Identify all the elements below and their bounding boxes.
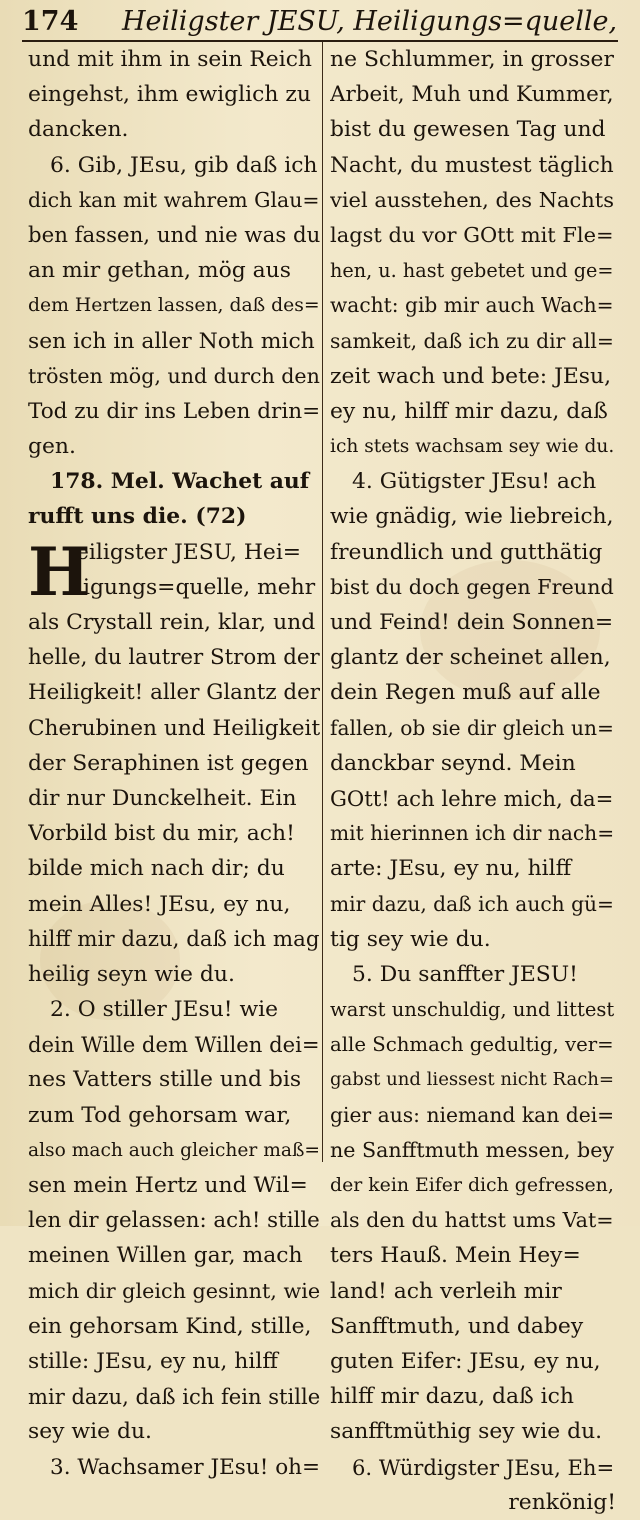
text-line: gen. <box>28 434 76 460</box>
text-line: sey wie du. <box>28 1419 152 1445</box>
text-line: und Feind! dein Sonnen= <box>330 610 614 635</box>
text-line: bist du doch gegen Freund <box>330 574 614 599</box>
drop-cap: H <box>28 532 91 611</box>
text-line: helle, du lautrer Strom der <box>28 645 320 671</box>
right-column <box>330 42 616 1520</box>
text-line: heilig seyn wie du. <box>28 961 235 987</box>
left-column-top-lines <box>28 42 322 535</box>
text-line: Heiligkeit! aller Glantz der <box>28 680 321 706</box>
text-line: meinen Willen gar, mach <box>28 1243 303 1269</box>
text-line: sen ich in aller Noth mich <box>28 328 315 354</box>
text-line: guten Eifer: JEsu, ey nu, <box>330 1348 601 1374</box>
text-line: an mir gethan, mög aus <box>28 258 291 284</box>
text-line: als Crystall rein, klar, und <box>28 610 316 635</box>
text-line: warst unschuldig, und littest <box>330 998 615 1022</box>
text-line: hilff mir dazu, daß ich <box>330 1384 574 1410</box>
text-line: danckbar seynd. Mein <box>330 750 576 776</box>
text-line: mit hierinnen ich dir nach= <box>330 821 615 846</box>
text-line: lagst du vor GOtt mit Fle= <box>330 222 614 247</box>
left-column <box>28 42 322 1485</box>
text-line: der Seraphinen ist gegen <box>28 750 309 776</box>
text-line: trösten mög, und durch den <box>28 363 320 388</box>
text-line: zum Tod gehorsam war, <box>28 1102 292 1128</box>
text-line: rufft uns die. (72) <box>28 503 247 530</box>
text-line: 2. O stiller JEsu! wie <box>50 997 279 1023</box>
text-line: wie gnädig, wie liebreich, <box>330 504 614 530</box>
text-line: wacht: gib mir auch Wach= <box>330 293 614 318</box>
text-line: renkönig! <box>508 1489 616 1515</box>
text-line: sanfftmüthig sey wie du. <box>330 1419 603 1445</box>
right-column-lines <box>330 42 616 1520</box>
text-line: Nacht, du mustest täglich <box>330 152 614 178</box>
text-line: der kein Eifer dich gefressen, <box>330 1174 614 1196</box>
text-line: Vorbild bist du mir, ach! <box>28 821 295 847</box>
text-line: mir dazu, daß ich fein stille <box>28 1384 321 1410</box>
text-line: Sanfftmuth, und dabey <box>330 1313 584 1339</box>
text-line: Cherubinen und Heiligkeit <box>28 715 321 741</box>
text-line: dein Regen muß auf alle <box>330 680 601 706</box>
text-line: ey nu, hilff mir dazu, daß <box>330 398 608 424</box>
text-line: 3. Wachsamer JEsu! oh= <box>50 1454 321 1480</box>
text-line: ben fassen, und nie was du <box>28 222 321 248</box>
text-line: stille: JEsu, ey nu, hilff <box>28 1348 278 1374</box>
text-line: ligungs=quelle, mehr <box>76 574 316 600</box>
text-line: 6. Gib, JEsu, gib daß ich <box>50 152 318 178</box>
text-line: fallen, ob sie dir gleich un= <box>330 715 614 740</box>
text-line: eingehst, ihm ewiglich zu <box>28 82 311 108</box>
text-line: nes Vatters stille und bis <box>28 1067 302 1093</box>
text-line: und mit ihm in sein Reich <box>28 47 312 72</box>
text-line: als den du hattst ums Vat= <box>330 1208 614 1233</box>
text-line: land! ach verleih mir <box>330 1278 562 1304</box>
text-line: 178. Mel. Wachet auf <box>50 468 310 495</box>
text-line: 4. Gütigster JEsu! ach <box>352 469 597 495</box>
text-line: dem Hertzen lassen, daß des= <box>28 295 320 317</box>
page-number: 174 <box>22 6 79 37</box>
text-line: len dir gelassen: ach! stille <box>28 1208 320 1234</box>
text-line: sen mein Hertz und Wil= <box>28 1173 308 1198</box>
text-line: also mach auch gleicher maß= <box>28 1139 321 1161</box>
text-line: ich stets wachsam sey wie du. <box>330 436 615 458</box>
page-header <box>22 4 622 44</box>
text-line: alle Schmach gedultig, ver= <box>330 1033 614 1057</box>
text-line: tig sey wie du. <box>330 926 491 952</box>
text-line: Tod zu dir ins Leben drin= <box>28 398 321 424</box>
text-line: freundlich und gutthätig <box>330 539 603 565</box>
text-line: hen, u. hast gebetet und ge= <box>330 259 614 283</box>
text-line: bist du gewesen Tag und <box>330 117 606 143</box>
text-line: mein Alles! JEsu, ey nu, <box>28 891 291 917</box>
text-line: gabst und liessest nicht Rach= <box>330 1069 615 1091</box>
text-line: dancken. <box>28 117 129 143</box>
text-line: hilff mir dazu, daß ich mag <box>28 926 320 952</box>
running-head: Heiligster JESU, Heiligungs=quelle, <box>122 6 618 37</box>
text-line: zeit wach und bete: JEsu, <box>330 363 612 389</box>
text-line: ters Hauß. Mein Hey= <box>330 1243 581 1269</box>
text-line: GOtt! ach lehre mich, da= <box>330 785 614 811</box>
text-line: bilde mich nach dir; du <box>28 856 285 882</box>
text-line: ne Schlummer, in grosser <box>330 47 614 72</box>
text-line: mich dir gleich gesinnt, wie <box>28 1278 321 1303</box>
text-line: mir dazu, daß ich auch gü= <box>330 891 614 916</box>
text-line: 5. Du sanffter JESU! <box>352 961 578 987</box>
text-line: samkeit, daß ich zu dir all= <box>330 328 614 353</box>
left-column-body-lines <box>28 605 322 1485</box>
text-line: dich kan mit wahrem Glau= <box>28 187 320 212</box>
text-line: Arbeit, Muh und Kummer, <box>330 82 614 108</box>
text-line: dir nur Dunckelheit. Ein <box>28 785 297 811</box>
column-divider <box>322 42 323 1162</box>
text-line: 6. Würdigster JEsu, Eh= <box>352 1454 615 1480</box>
text-line: viel ausstehen, des Nachts <box>330 187 614 212</box>
hymn-opening <box>28 532 322 611</box>
text-line: glantz der scheinet allen, <box>330 645 611 671</box>
text-line: gier aus: niemand kan dei= <box>330 1102 615 1127</box>
text-line: eiligster JESU, Hei= <box>76 539 302 565</box>
text-line: dein Wille dem Willen dei= <box>28 1032 320 1058</box>
text-line: arte: JEsu, ey nu, hilff <box>330 856 572 882</box>
text-line: ne Sanfftmuth messen, bey <box>330 1137 615 1162</box>
text-line: ein gehorsam Kind, stille, <box>28 1313 312 1339</box>
